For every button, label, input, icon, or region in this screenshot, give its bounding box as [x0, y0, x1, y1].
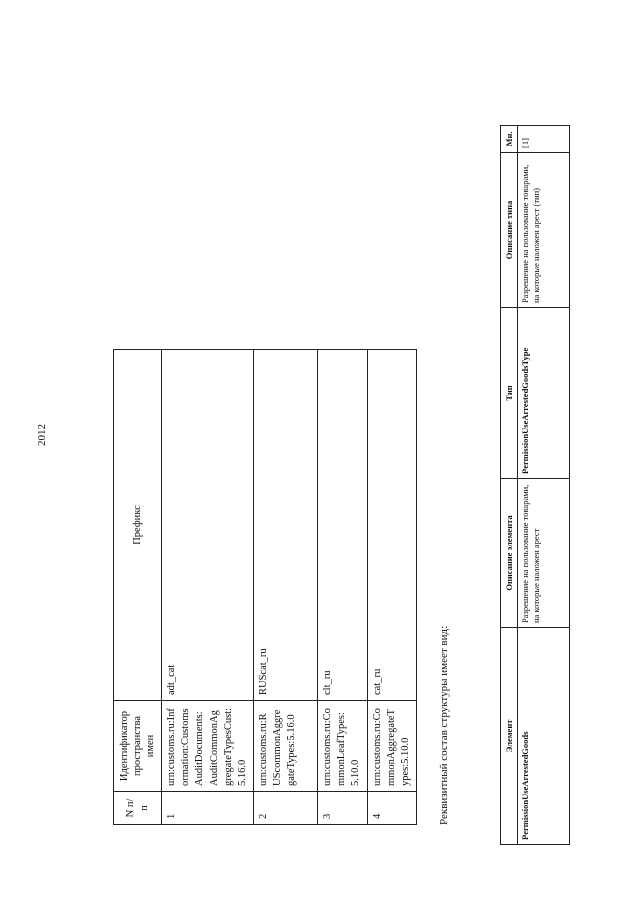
- structure-table-header: [501, 126, 518, 845]
- table-row: [367, 350, 417, 825]
- header-element: Элемент: [501, 628, 518, 845]
- row-element: PermissionUseArrestedGoods: [518, 628, 570, 845]
- header-identifier: Идентификатор пространства имен: [114, 701, 162, 792]
- structure-intro-text: Реквизитный состав структуры имеет вид:: [438, 625, 450, 825]
- page-number: 2012: [36, 424, 48, 446]
- row-prefix: cat_ru: [367, 350, 417, 701]
- row-type: PermissionUseArrestedGoodsType: [518, 308, 570, 479]
- table-row: [162, 350, 254, 825]
- table-row: [254, 350, 318, 825]
- table-row: [318, 350, 368, 825]
- header-type-desc: Описание типа: [501, 153, 518, 308]
- namespace-table-header: [114, 350, 162, 825]
- header-type: Тип: [501, 308, 518, 479]
- header-element-desc: Описание элемента: [501, 479, 518, 628]
- row-identifier: urn:customs.ru:Information:CustomsAuditDocuments:AuditCommonAggregateTypesCust:5.16.0: [162, 701, 254, 792]
- row-num: 2: [254, 792, 318, 825]
- header-multiplicity: Мн.: [501, 126, 518, 153]
- row-element-desc: Разрешение на пользование товарами, на которые наложен арест: [518, 479, 570, 628]
- row-prefix: RUScat_ru: [254, 350, 318, 701]
- header-num: N п/п: [114, 792, 162, 825]
- row-num: 1: [162, 792, 254, 825]
- namespace-table: [113, 349, 417, 825]
- row-multiplicity: [1]: [518, 126, 570, 153]
- header-prefix: Префикс: [114, 350, 162, 701]
- structure-table: [500, 125, 570, 845]
- row-identifier: urn:customs.ru:CommonLeafTypes:5.10.0: [318, 701, 368, 792]
- row-type-desc: Разрешение на пользование товарами, на которые наложен арест (тип): [518, 153, 570, 308]
- row-identifier: urn:customs.ru:CommonAggregateTypes:5.10.0: [367, 701, 417, 792]
- row-num: 4: [367, 792, 417, 825]
- table-row: [518, 126, 570, 845]
- row-prefix: clt_ru: [318, 350, 368, 701]
- row-prefix: adt_cat: [162, 350, 254, 701]
- row-num: 3: [318, 792, 368, 825]
- row-identifier: urn:customs.ru:RUScommonAggregateTypes:5.16.0: [254, 701, 318, 792]
